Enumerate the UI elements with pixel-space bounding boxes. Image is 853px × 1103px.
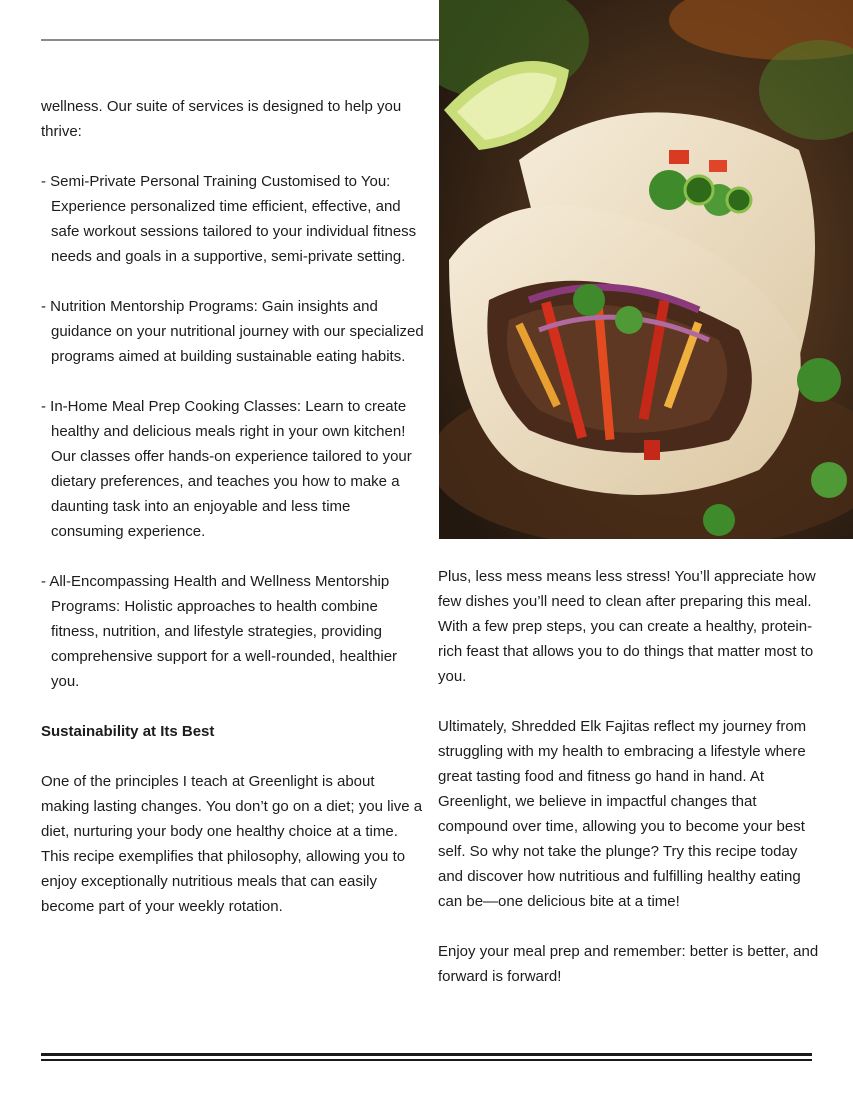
service-item: - Semi-Private Personal Training Customised to You: Experience personalized time efficient, effective, and safe workout sessions tailored to your individual fitness needs and goals in a supportive, semi-private setting.: [41, 173, 417, 265]
closing-paragraph: One of the principles I teach at Greenlight is about making lasting changes. You don’t go on a diet; you live a diet, nurturing your body one healthy choice at a time. This recipe exemplifies that philosophy, allowing you to enjoy exceptionally nutritious meals that can easily become part of your weekly rotation.: [41, 773, 423, 915]
service-item: - All-Encompassing Health and Wellness Mentorship Programs: Holistic approaches to health combine fitness, nutrition, and lifestyle strategies, providing comprehensive support for a well-rounded, healthier you.: [41, 573, 398, 690]
body-paragraph: Enjoy your meal prep and remember: better is better, and forward is forward!: [438, 943, 819, 985]
intro-paragraph: wellness. Our suite of services is designed to help you thrive:: [41, 98, 402, 140]
bottom-rule-thick: [41, 1053, 812, 1056]
service-item: - In-Home Meal Prep Cooking Classes: Learn to create healthy and delicious meals right in your own kitchen! Our classes offer hands-on experience tailored to your dietary preferences, and teaches you how to make a daunting task into an enjoyable and less time consuming experience.: [41, 398, 412, 540]
bottom-rule-thin: [41, 1059, 812, 1061]
body-paragraph: Plus, less mess means less stress! You’ll appreciate how few dishes you’ll need to clean after preparing this meal. With a few prep steps, you can create a healthy, protein-rich feast that allows you to do things that matter most to you.: [438, 568, 816, 685]
left-column: [41, 94, 426, 919]
fajita-photo: [439, 0, 853, 539]
body-paragraph: Ultimately, Shredded Elk Fajitas reflect my journey from struggling with my health to embracing a lifestyle where great tasting food and fitness go hand in hand. At Greenlight, we believe in impactful changes that compound over time, allowing you to become your best self. So why not take the plunge? Try this recipe today and discover how nutritious and fulfilling healthy eating can be—one delicious bite at a time!: [438, 718, 807, 910]
top-rule: [41, 39, 439, 41]
section-heading: Sustainability at Its Best: [41, 723, 215, 740]
right-column: [438, 564, 823, 989]
service-item: - Nutrition Mentorship Programs: Gain insights and guidance on your nutritional journey with our specialized programs aimed at building sustainable eating habits.: [41, 298, 424, 365]
